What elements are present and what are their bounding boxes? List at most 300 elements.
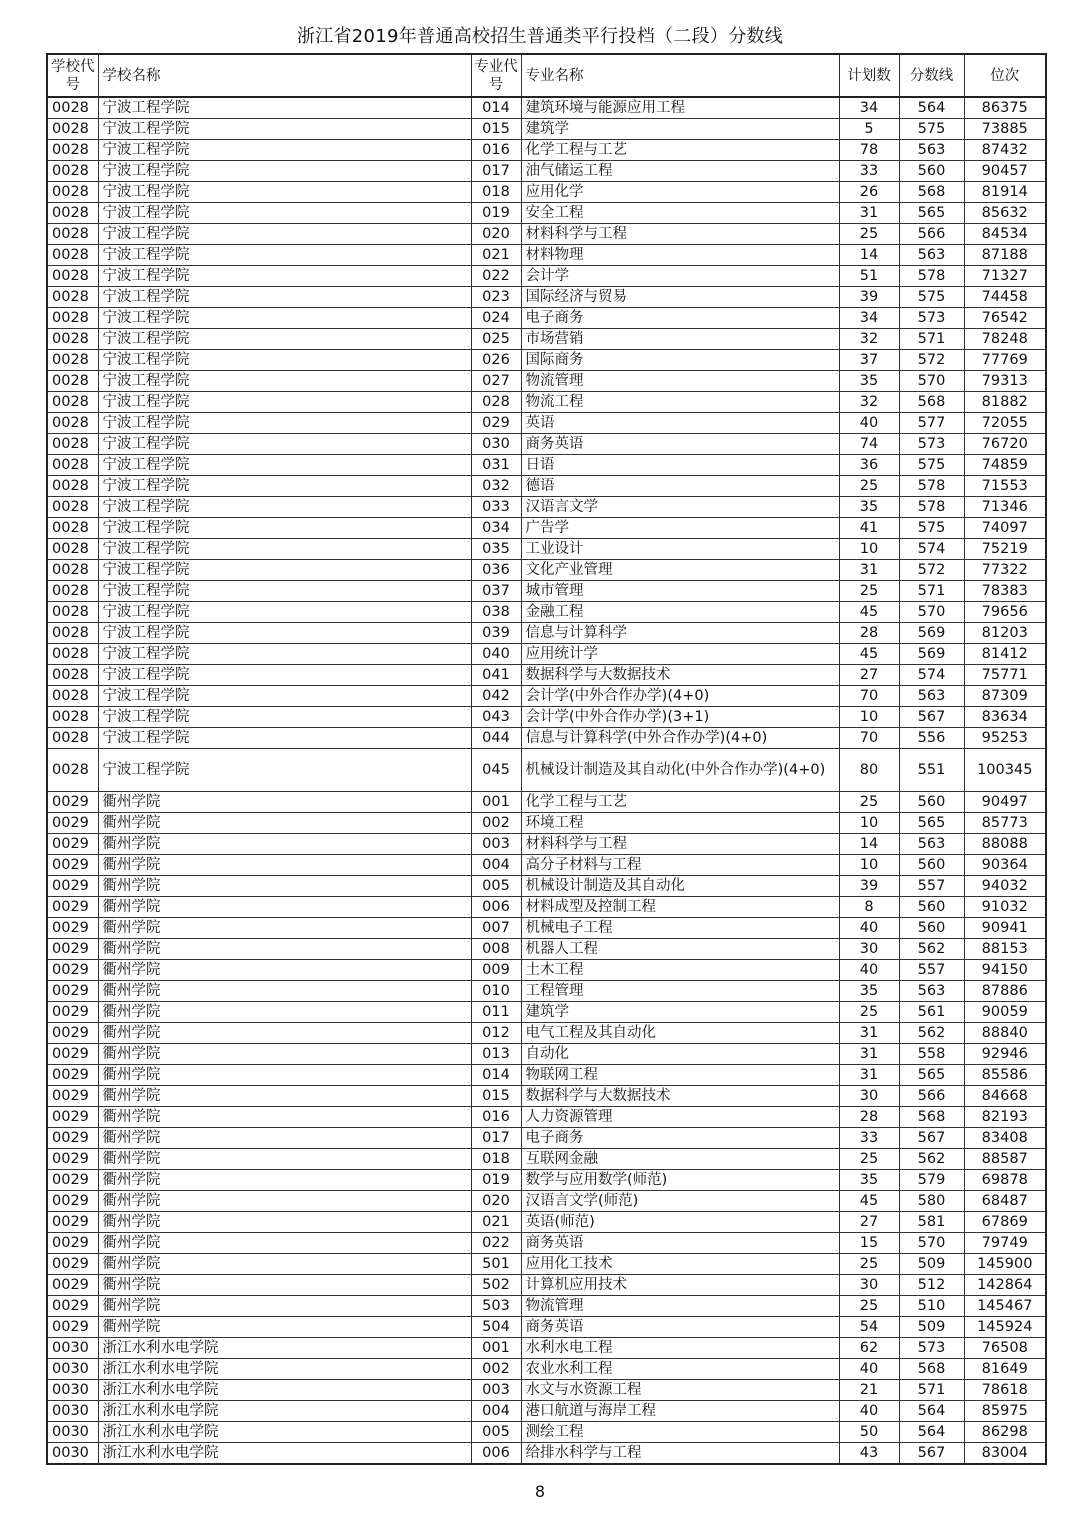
table-row [47,560,1046,581]
cell-school-name: 宁波工程学院 [98,497,471,518]
cell-score: 568 [899,1107,964,1128]
cell-major-code: 015 [471,1086,521,1107]
cell-rank: 84534 [964,224,1046,245]
cell-school-name: 衢州学院 [98,981,471,1002]
table-row [47,308,1046,329]
cell-score: 579 [899,1170,964,1191]
table-row [47,749,1046,792]
cell-rank: 90364 [964,855,1046,876]
cell-major-name: 日语 [521,455,839,476]
cell-school-name: 衢州学院 [98,1044,471,1065]
cell-plan: 39 [839,287,899,308]
cell-major-code: 002 [471,1359,521,1380]
table-row [47,1149,1046,1170]
cell-school-name: 宁波工程学院 [98,266,471,287]
cell-school-code: 0028 [47,665,98,686]
table-row [47,371,1046,392]
cell-plan: 40 [839,413,899,434]
cell-plan: 74 [839,434,899,455]
header-school-name: 学校名称 [98,54,471,97]
table-row [47,413,1046,434]
table-row [47,161,1046,182]
cell-major-name: 城市管理 [521,581,839,602]
cell-school-name: 宁波工程学院 [98,371,471,392]
cell-school-name: 宁波工程学院 [98,686,471,707]
cell-rank: 77769 [964,350,1046,371]
cell-plan: 31 [839,1044,899,1065]
cell-school-code: 0028 [47,182,98,203]
cell-rank: 71346 [964,497,1046,518]
cell-school-name: 衢州学院 [98,792,471,813]
cell-rank: 94150 [964,960,1046,981]
table-row [47,813,1046,834]
cell-rank: 73885 [964,119,1046,140]
cell-major-name: 给排水科学与工程 [521,1443,839,1465]
cell-major-code: 024 [471,308,521,329]
cell-score: 578 [899,266,964,287]
cell-school-code: 0029 [47,792,98,813]
table-row [47,939,1046,960]
cell-school-name: 宁波工程学院 [98,245,471,266]
cell-major-code: 501 [471,1254,521,1275]
cell-school-code: 0029 [47,1149,98,1170]
cell-school-code: 0028 [47,518,98,539]
cell-major-code: 022 [471,1233,521,1254]
cell-score: 581 [899,1212,964,1233]
cell-plan: 10 [839,707,899,728]
cell-major-code: 002 [471,813,521,834]
cell-major-name: 英语 [521,413,839,434]
cell-school-code: 0029 [47,855,98,876]
cell-school-name: 衢州学院 [98,876,471,897]
cell-plan: 31 [839,1023,899,1044]
table-row [47,1296,1046,1317]
cell-rank: 83634 [964,707,1046,728]
cell-school-name: 宁波工程学院 [98,203,471,224]
cell-major-name: 数学与应用数学(师范) [521,1170,839,1191]
cell-plan: 40 [839,960,899,981]
cell-school-name: 衢州学院 [98,1296,471,1317]
cell-rank: 68487 [964,1191,1046,1212]
cell-school-name: 宁波工程学院 [98,308,471,329]
cell-plan: 26 [839,182,899,203]
cell-school-code: 0028 [47,686,98,707]
cell-score: 574 [899,665,964,686]
cell-major-code: 017 [471,161,521,182]
cell-school-code: 0028 [47,413,98,434]
cell-plan: 80 [839,749,899,792]
table-row [47,644,1046,665]
cell-school-code: 0028 [47,308,98,329]
cell-major-name: 材料科学与工程 [521,834,839,855]
cell-plan: 25 [839,1254,899,1275]
table-row [47,1359,1046,1380]
cell-rank: 88088 [964,834,1046,855]
cell-school-code: 0028 [47,329,98,350]
cell-major-name: 商务英语 [521,1233,839,1254]
cell-rank: 145924 [964,1317,1046,1338]
cell-major-name: 工业设计 [521,539,839,560]
cell-rank: 83004 [964,1443,1046,1465]
cell-rank: 76508 [964,1338,1046,1359]
cell-plan: 28 [839,623,899,644]
cell-score: 560 [899,855,964,876]
cell-school-name: 浙江水利水电学院 [98,1422,471,1443]
cell-rank: 71553 [964,476,1046,497]
cell-school-name: 衢州学院 [98,1170,471,1191]
cell-school-name: 宁波工程学院 [98,182,471,203]
cell-score: 558 [899,1044,964,1065]
cell-school-code: 0029 [47,1044,98,1065]
cell-score: 567 [899,1128,964,1149]
cell-major-name: 物流管理 [521,1296,839,1317]
cell-school-code: 0028 [47,434,98,455]
cell-major-code: 029 [471,413,521,434]
cell-school-code: 0028 [47,287,98,308]
cell-rank: 86298 [964,1422,1046,1443]
cell-major-name: 会计学(中外合作办学)(3+1) [521,707,839,728]
cell-major-code: 016 [471,1107,521,1128]
cell-major-name: 水利水电工程 [521,1338,839,1359]
cell-school-code: 0028 [47,140,98,161]
cell-major-name: 高分子材料与工程 [521,855,839,876]
cell-school-name: 衢州学院 [98,960,471,981]
cell-school-code: 0028 [47,224,98,245]
cell-major-code: 013 [471,1044,521,1065]
cell-score: 564 [899,1401,964,1422]
cell-score: 562 [899,1023,964,1044]
cell-school-name: 宁波工程学院 [98,413,471,434]
cell-major-code: 038 [471,602,521,623]
cell-school-name: 衢州学院 [98,918,471,939]
cell-plan: 31 [839,1065,899,1086]
cell-score: 561 [899,1002,964,1023]
cell-major-name: 物流工程 [521,392,839,413]
cell-major-code: 039 [471,623,521,644]
cell-school-code: 0029 [47,1233,98,1254]
cell-major-code: 035 [471,539,521,560]
cell-rank: 74458 [964,287,1046,308]
cell-major-name: 市场营销 [521,329,839,350]
table-row [47,581,1046,602]
header-plan: 计划数 [839,54,899,97]
cell-major-code: 504 [471,1317,521,1338]
table-row [47,182,1046,203]
cell-major-code: 503 [471,1296,521,1317]
cell-school-code: 0028 [47,203,98,224]
header-school-code: 学校代号 [47,54,98,97]
cell-school-name: 衢州学院 [98,1191,471,1212]
table-row [47,1275,1046,1296]
cell-score: 563 [899,834,964,855]
cell-rank: 142864 [964,1275,1046,1296]
cell-plan: 32 [839,329,899,350]
cell-school-code: 0029 [47,918,98,939]
cell-school-code: 0028 [47,707,98,728]
cell-school-code: 0029 [47,939,98,960]
cell-rank: 75771 [964,665,1046,686]
cell-rank: 81914 [964,182,1046,203]
cell-rank: 87886 [964,981,1046,1002]
cell-rank: 88840 [964,1023,1046,1044]
cell-major-code: 018 [471,182,521,203]
cell-major-name: 应用化工技术 [521,1254,839,1275]
cell-plan: 25 [839,1296,899,1317]
cell-major-code: 018 [471,1149,521,1170]
cell-plan: 25 [839,224,899,245]
cell-plan: 31 [839,560,899,581]
cell-score: 565 [899,203,964,224]
cell-major-name: 油气储运工程 [521,161,839,182]
cell-school-name: 宁波工程学院 [98,476,471,497]
cell-score: 571 [899,581,964,602]
cell-rank: 72055 [964,413,1046,434]
table-row [47,792,1046,813]
cell-plan: 25 [839,581,899,602]
cell-school-name: 衢州学院 [98,1233,471,1254]
cell-score: 562 [899,939,964,960]
cell-major-name: 汉语言文学(师范) [521,1191,839,1212]
cell-plan: 28 [839,1107,899,1128]
cell-school-code: 0028 [47,455,98,476]
cell-major-name: 农业水利工程 [521,1359,839,1380]
cell-plan: 14 [839,834,899,855]
cell-school-name: 宁波工程学院 [98,602,471,623]
cell-school-code: 0029 [47,1023,98,1044]
cell-school-code: 0028 [47,350,98,371]
cell-score: 566 [899,224,964,245]
cell-plan: 33 [839,1128,899,1149]
cell-major-code: 022 [471,266,521,287]
table-row [47,918,1046,939]
table-row [47,665,1046,686]
cell-major-code: 043 [471,707,521,728]
cell-rank: 90059 [964,1002,1046,1023]
cell-school-code: 0028 [47,581,98,602]
cell-rank: 78248 [964,329,1046,350]
table-row [47,203,1046,224]
cell-major-code: 030 [471,434,521,455]
cell-rank: 91032 [964,897,1046,918]
cell-major-name: 汉语言文学 [521,497,839,518]
table-row [47,707,1046,728]
cell-rank: 75219 [964,539,1046,560]
cell-plan: 45 [839,602,899,623]
cell-major-name: 德语 [521,476,839,497]
cell-plan: 25 [839,1149,899,1170]
cell-rank: 71327 [964,266,1046,287]
cell-plan: 8 [839,897,899,918]
cell-major-name: 广告学 [521,518,839,539]
cell-rank: 76720 [964,434,1046,455]
table-row [47,518,1046,539]
cell-school-code: 0030 [47,1422,98,1443]
cell-major-name: 金融工程 [521,602,839,623]
cell-major-name: 机械电子工程 [521,918,839,939]
cell-major-name: 港口航道与海岸工程 [521,1401,839,1422]
cell-score: 562 [899,1149,964,1170]
cell-school-name: 衢州学院 [98,897,471,918]
cell-school-name: 衢州学院 [98,1065,471,1086]
table-row [47,1191,1046,1212]
table-row [47,623,1046,644]
cell-plan: 30 [839,939,899,960]
cell-rank: 74097 [964,518,1046,539]
cell-school-code: 0028 [47,623,98,644]
cell-score: 569 [899,623,964,644]
cell-score: 567 [899,707,964,728]
cell-plan: 40 [839,918,899,939]
cell-school-code: 0028 [47,371,98,392]
cell-plan: 25 [839,476,899,497]
cell-major-name: 文化产业管理 [521,560,839,581]
cell-major-name: 物流管理 [521,371,839,392]
cell-plan: 36 [839,455,899,476]
table-row [47,1170,1046,1191]
cell-major-code: 006 [471,897,521,918]
cell-school-name: 宁波工程学院 [98,97,471,119]
cell-score: 567 [899,1443,964,1465]
cell-major-name: 电子商务 [521,1128,839,1149]
cell-score: 568 [899,392,964,413]
cell-major-code: 027 [471,371,521,392]
table-row [47,602,1046,623]
cell-rank: 100345 [964,749,1046,792]
cell-major-code: 045 [471,749,521,792]
cell-score: 564 [899,97,964,119]
cell-rank: 81412 [964,644,1046,665]
cell-plan: 27 [839,665,899,686]
cell-score: 568 [899,182,964,203]
cell-score: 563 [899,981,964,1002]
cell-score: 568 [899,1359,964,1380]
cell-score: 570 [899,602,964,623]
cell-major-code: 015 [471,119,521,140]
cell-school-name: 衢州学院 [98,1002,471,1023]
cell-major-name: 信息与计算科学(中外合作办学)(4+0) [521,728,839,749]
cell-school-code: 0029 [47,1002,98,1023]
table-row [47,119,1046,140]
cell-major-name: 材料科学与工程 [521,224,839,245]
cell-plan: 14 [839,245,899,266]
cell-school-name: 宁波工程学院 [98,119,471,140]
cell-score: 565 [899,813,964,834]
table-row [47,876,1046,897]
cell-major-code: 034 [471,518,521,539]
table-row [47,686,1046,707]
cell-school-name: 宁波工程学院 [98,392,471,413]
cell-school-code: 0028 [47,97,98,119]
table-row [47,140,1046,161]
cell-school-code: 0030 [47,1359,98,1380]
cell-rank: 79313 [964,371,1046,392]
cell-major-code: 032 [471,476,521,497]
cell-plan: 45 [839,644,899,665]
cell-plan: 30 [839,1086,899,1107]
cell-school-name: 宁波工程学院 [98,665,471,686]
cell-school-name: 宁波工程学院 [98,518,471,539]
cell-school-name: 宁波工程学院 [98,434,471,455]
table-row [47,539,1046,560]
cell-major-code: 005 [471,1422,521,1443]
cell-school-code: 0028 [47,728,98,749]
cell-school-code: 0029 [47,1170,98,1191]
cell-major-name: 会计学 [521,266,839,287]
cell-rank: 87432 [964,140,1046,161]
cell-plan: 32 [839,392,899,413]
cell-plan: 37 [839,350,899,371]
cell-major-name: 建筑学 [521,119,839,140]
table-row [47,497,1046,518]
table-row [47,855,1046,876]
cell-school-code: 0030 [47,1338,98,1359]
cell-major-code: 019 [471,203,521,224]
cell-rank: 88587 [964,1149,1046,1170]
cell-major-name: 应用化学 [521,182,839,203]
cell-major-code: 001 [471,1338,521,1359]
cell-major-name: 化学工程与工艺 [521,140,839,161]
cell-score: 557 [899,876,964,897]
cell-score: 572 [899,350,964,371]
cell-major-name: 会计学(中外合作办学)(4+0) [521,686,839,707]
cell-rank: 78383 [964,581,1046,602]
table-row [47,1023,1046,1044]
cell-school-code: 0030 [47,1401,98,1422]
cell-rank: 145900 [964,1254,1046,1275]
cell-plan: 25 [839,792,899,813]
cell-school-name: 宁波工程学院 [98,707,471,728]
cell-major-code: 014 [471,1065,521,1086]
cell-rank: 82193 [964,1107,1046,1128]
cell-school-code: 0030 [47,1443,98,1465]
table-row [47,224,1046,245]
table-row [47,245,1046,266]
cell-school-name: 宁波工程学院 [98,329,471,350]
cell-plan: 30 [839,1275,899,1296]
table-row [47,1317,1046,1338]
cell-school-name: 宁波工程学院 [98,161,471,182]
cell-plan: 34 [839,97,899,119]
cell-score: 572 [899,560,964,581]
cell-major-code: 020 [471,1191,521,1212]
table-row [47,1422,1046,1443]
cell-plan: 70 [839,686,899,707]
cell-major-name: 电气工程及其自动化 [521,1023,839,1044]
cell-major-code: 025 [471,329,521,350]
cell-plan: 45 [839,1191,899,1212]
cell-score: 512 [899,1275,964,1296]
cell-school-name: 宁波工程学院 [98,581,471,602]
cell-school-code: 0029 [47,981,98,1002]
cell-score: 575 [899,119,964,140]
cell-plan: 10 [839,813,899,834]
cell-school-name: 衢州学院 [98,1254,471,1275]
cell-school-code: 0029 [47,960,98,981]
cell-school-code: 0028 [47,119,98,140]
cell-school-name: 衢州学院 [98,939,471,960]
cell-rank: 77322 [964,560,1046,581]
cell-score: 563 [899,140,964,161]
cell-plan: 5 [839,119,899,140]
cell-score: 571 [899,329,964,350]
cell-school-name: 浙江水利水电学院 [98,1338,471,1359]
cell-major-code: 016 [471,140,521,161]
table-row [47,287,1046,308]
cell-major-name: 互联网金融 [521,1149,839,1170]
cell-school-name: 宁波工程学院 [98,539,471,560]
cell-score: 560 [899,897,964,918]
cell-rank: 145467 [964,1296,1046,1317]
